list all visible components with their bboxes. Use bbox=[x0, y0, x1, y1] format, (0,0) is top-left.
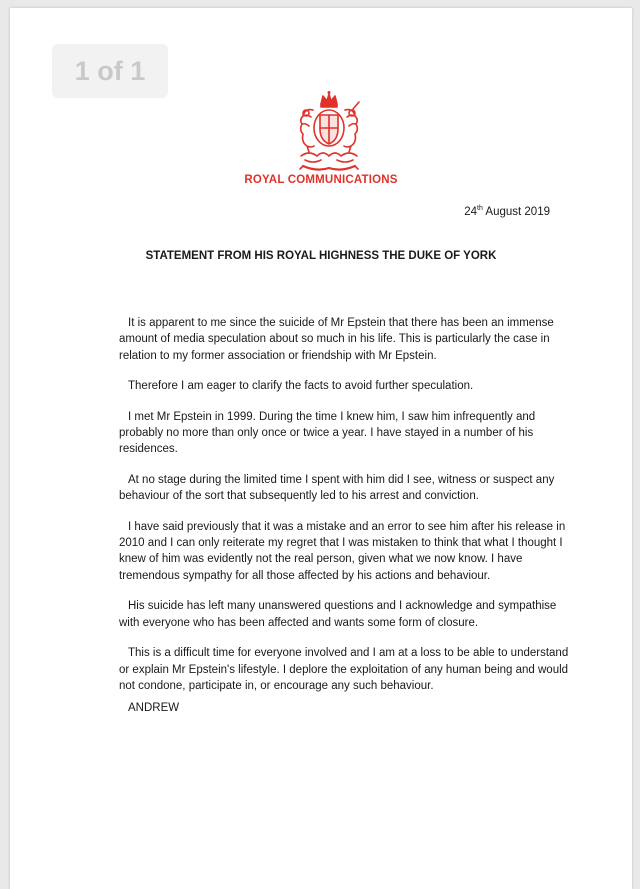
paragraph: This is a difficult time for everyone involved and I am at a loss to be able to understand or explain Mr Epstein's lifestyle. I deplore the exploitation of any human being and would not condone, participate in, or encourage any such behaviour. bbox=[119, 647, 569, 692]
department-heading: ROYAL COMMUNICATIONS bbox=[244, 174, 398, 186]
statement-body bbox=[119, 315, 575, 708]
royal-coat-of-arms-icon bbox=[287, 90, 371, 174]
paragraph: Therefore I am eager to clarify the facts to avoid further speculation. bbox=[128, 380, 474, 393]
paragraph: It is apparent to me since the suicide of Mr Epstein that there has been an immense amount of media speculation about so much in his life. This is particularly the case in relation to my former association or friendship with Mr Epstein. bbox=[119, 317, 554, 362]
paragraph: I have said previously that it was a mistake and an error to see him after his release in 2010 and I can only reiterate my regret that I was mistaken to think that what I thought I knew of him was evidently not the real person, given what we now know. I have tremendous sympathy for all those affected by his actions and behaviour. bbox=[119, 520, 566, 582]
page-counter-badge: 1 of 1 bbox=[52, 44, 168, 98]
document-page bbox=[10, 8, 632, 889]
signature-name: ANDREW bbox=[128, 702, 180, 714]
paragraph: His suicide has left many unanswered questions and I acknowledge and sympathise with everyone who has been affected and wants some form of closure. bbox=[119, 600, 557, 629]
paragraph: I met Mr Epstein in 1999. During the time I knew him, I saw him infrequently and probably no more than only once or twice a year. I have stayed in a number of his residences. bbox=[119, 410, 536, 456]
paragraph: At no stage during the limited time I spent with him did I see, witness or suspect any behaviour of the sort that subsequently led to his arrest and conviction. bbox=[119, 473, 555, 503]
statement-title: STATEMENT FROM HIS ROYAL HIGHNESS THE DUKE OF YORK bbox=[145, 250, 497, 262]
letter-date: 24th August 2019 bbox=[464, 205, 550, 218]
